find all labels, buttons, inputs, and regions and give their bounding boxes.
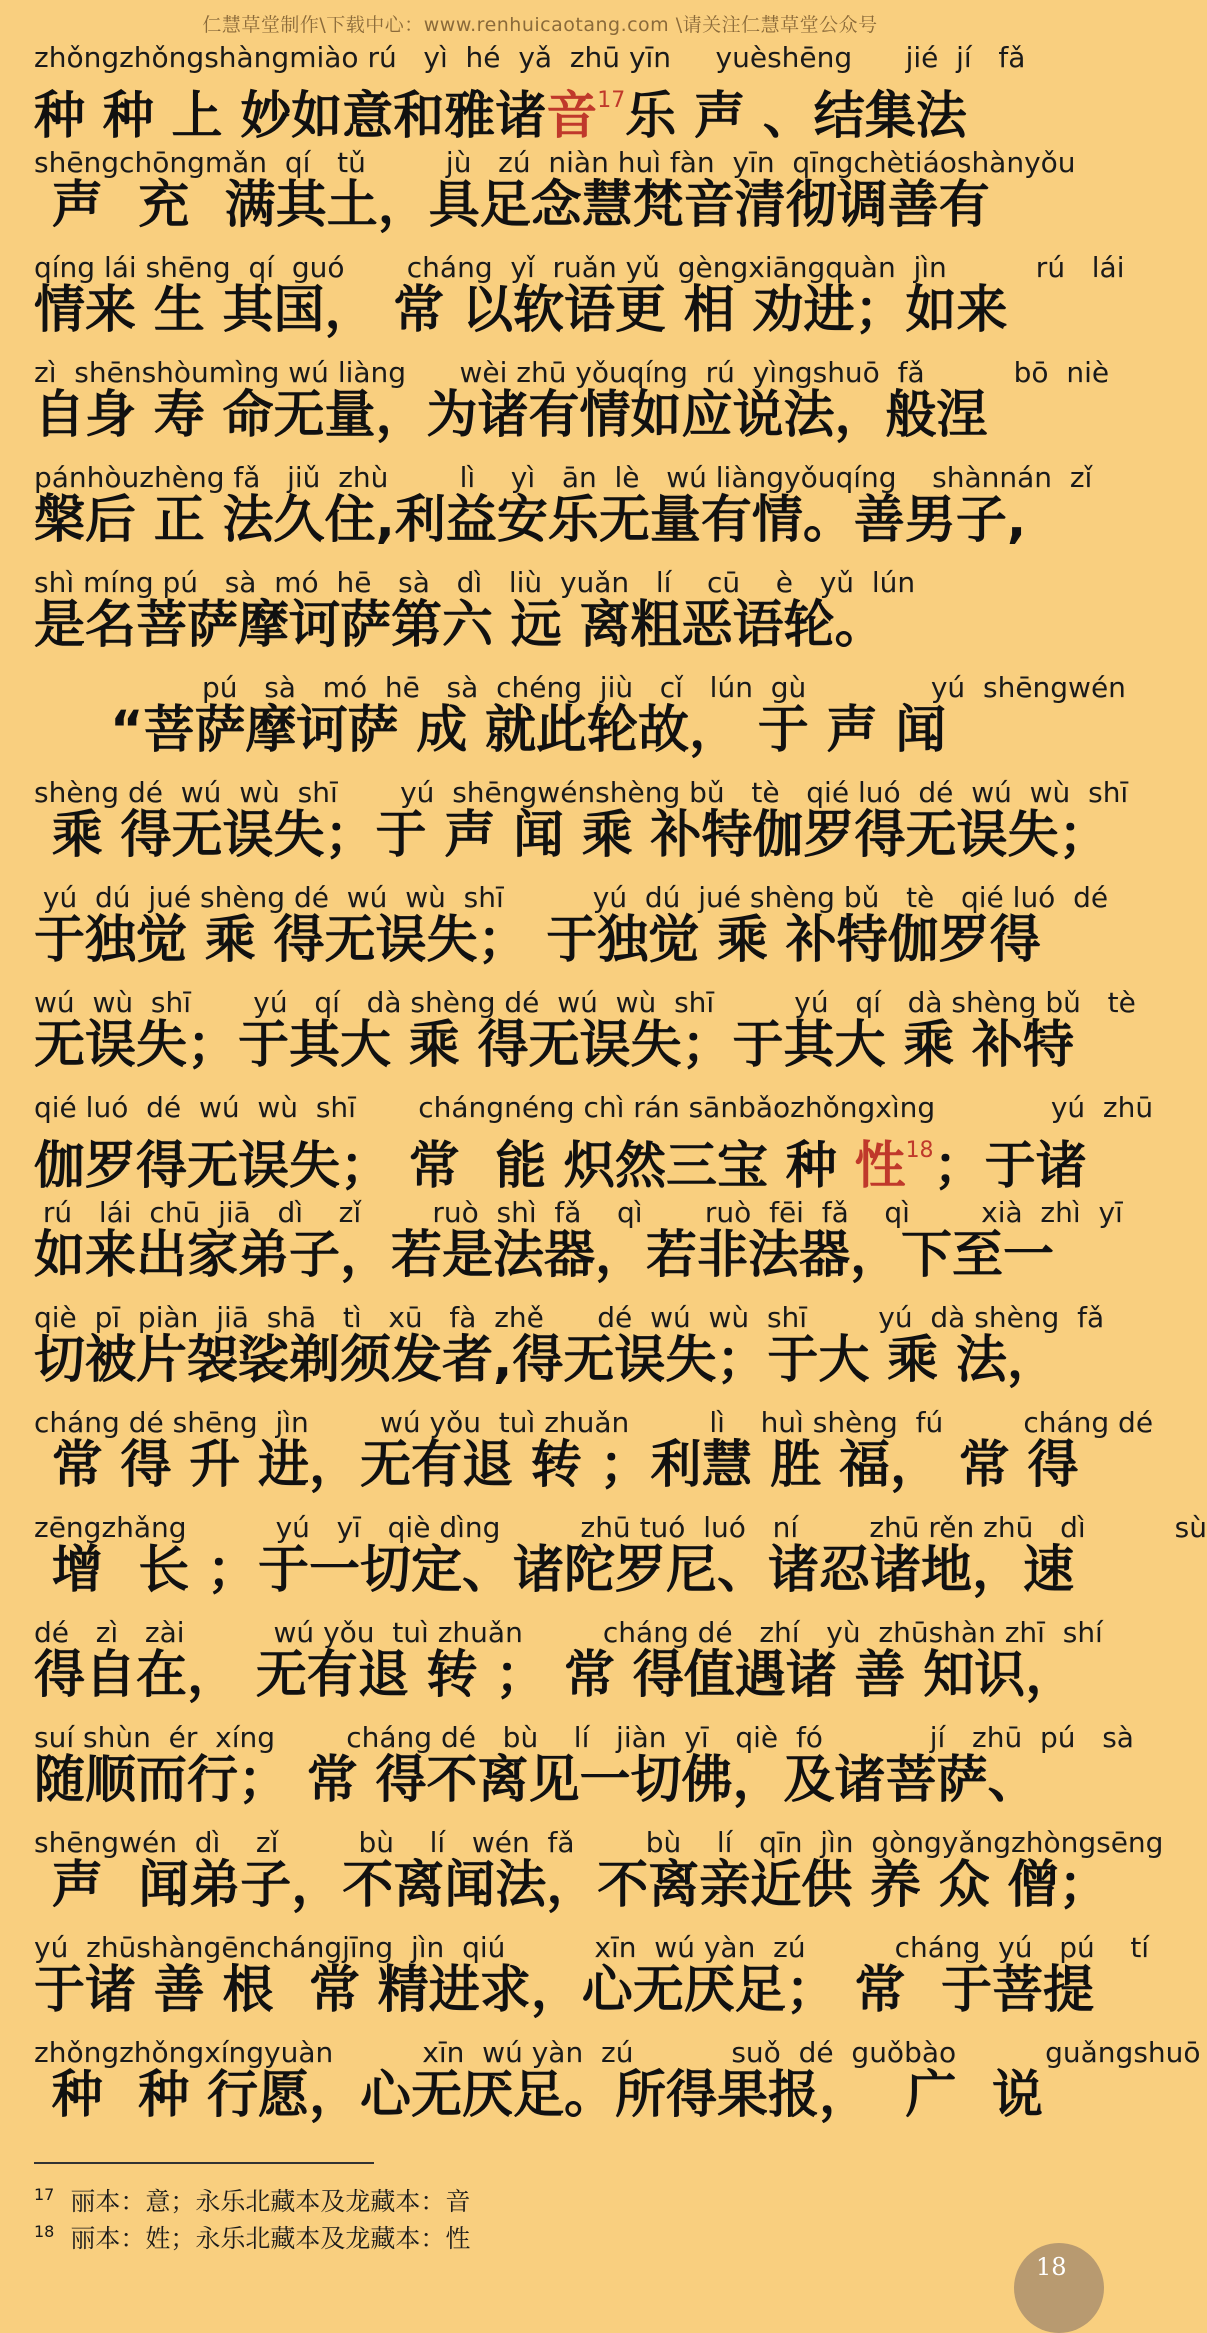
footnote-divider <box>34 2162 374 2164</box>
hanzi-line: 增 长 ；于一切定、诸陀罗尼、诸忍诸地，速 <box>34 1541 1075 1600</box>
hanzi-text: 乐 声 、结集法 <box>625 87 967 146</box>
text-line-20 <box>0 2035 1201 2140</box>
hanzi-line: 自身 寿 命无量，为诸有情如应说法，般涅 <box>34 386 988 445</box>
text-line-3 <box>0 250 1125 355</box>
hanzi-text: 伽罗得无误失； 常 能 炽然三宝 种 <box>34 1137 855 1196</box>
variant-character: 音 <box>546 87 598 146</box>
text-line-18 <box>0 1825 1164 1930</box>
hanzi-line: 情来 生 其国， 常 以软语更 相 劝进；如来 <box>34 281 1008 340</box>
footnote-text: 丽本：意；永乐北藏本及龙藏本：音 <box>70 2187 471 2216</box>
text-line-14 <box>0 1405 1154 1510</box>
hanzi-line: 乘 得无误失；于 声 闻 乘 补特伽罗得无误失； <box>34 806 1110 865</box>
pinyin-line: zhǒngzhǒngshàngmiào rú yì hé yǎ zhū yīn yuèshēng jié jí fǎ <box>34 41 1026 74</box>
hanzi-line: 切被片袈裟剃须发者,得无误失；于大 乘 法， <box>34 1331 1058 1390</box>
pinyin-line: pú sà mó hē sà chéng jiù cǐ lún gù yú shēngwén <box>202 671 1126 704</box>
text-line-6 <box>0 565 1080 670</box>
footnote-marker[interactable]: 17 <box>597 88 626 113</box>
hanzi-line: 声 闻弟子，不离闻法，不离亲近供 养 众 僧； <box>34 1856 1110 1915</box>
page-number-badge <box>1014 2243 1104 2333</box>
hanzi-line: 于独觉 乘 得无误失； 于独觉 乘 补特伽罗得 <box>34 911 1041 970</box>
pinyin-line: yú zhūshàngēnchángjīng jìn qiú xīn wú yàn zú cháng yú pú tí <box>34 1931 1150 1964</box>
text-line-5 <box>0 460 1093 565</box>
hanzi-line: 得自在， 无有退 转 ； 常 得值遇诸 善 知识， <box>34 1646 1077 1705</box>
text-line-8 <box>0 775 1129 880</box>
hanzi-line <box>34 1120 1087 1196</box>
text-line-4 <box>0 355 1110 460</box>
pinyin-line: shēngwén dì zǐ bù lí wén fǎ bù lí qīn jìn gòngyǎngzhòngsēng <box>34 1826 1164 1859</box>
text-line-7 <box>0 670 1126 775</box>
hanzi-line: 于诸 善 根 常 精进求，心无厌足； 常 于菩提 <box>34 1961 1095 2020</box>
hanzi-line <box>34 70 1058 146</box>
pinyin-line: qié luó dé wú wù shī chángnéng chì rán sānbǎozhǒngxìng yú zhū <box>34 1091 1154 1124</box>
text-line-9 <box>0 880 1109 985</box>
pinyin-line: yú dú jué shèng dé wú wù shī yú dú jué shèng bǔ tè qié luó dé <box>34 881 1109 914</box>
hanzi-line: “菩萨摩诃萨 成 就此轮故， 于 声 闻 <box>110 701 947 760</box>
pinyin-line: zēngzhǎng yú yī qiè dìng zhū tuó luó ní zhū rěn zhū dì sù <box>34 1511 1207 1544</box>
pinyin-line: shì míng pú sà mó hē sà dì liù yuǎn lí cū è yǔ lún <box>34 566 916 599</box>
text-line-1 <box>0 40 1080 145</box>
footnotes <box>34 2176 471 2253</box>
pinyin-line: wú wù shī yú qí dà shèng dé wú wù shī yú qí dà shèng bǔ tè <box>34 986 1136 1019</box>
text-line-2 <box>0 145 1080 250</box>
footnote-marker[interactable]: 18 <box>905 1138 934 1163</box>
footnote-text: 丽本：姓；永乐北藏本及龙藏本：性 <box>70 2224 471 2253</box>
pinyin-line: cháng dé shēng jìn wú yǒu tuì zhuǎn lì huì shèng fú cháng dé <box>34 1406 1154 1439</box>
pinyin-line: suí shùn ér xíng cháng dé bù lí jiàn yī qiè fó jí zhū pú sà <box>34 1721 1134 1754</box>
text-line-17 <box>0 1720 1134 1825</box>
page-number: 18 <box>1036 2253 1067 2281</box>
text-line-15 <box>0 1510 1207 1615</box>
footnote-item <box>34 2176 471 2216</box>
pinyin-line: shēngchōngmǎn qí tǔ jù zú niàn huì fàn yīn qīngchètiáoshànyǒu <box>34 146 1076 179</box>
text-line-19 <box>0 1930 1150 2035</box>
text-line-11 <box>0 1090 1154 1196</box>
hanzi-line: 常 得 升 进，无有退 转 ；利慧 胜 福， 常 得 <box>34 1436 1079 1495</box>
text-line-13 <box>0 1300 1105 1405</box>
sutra-text-body <box>0 40 1207 2140</box>
hanzi-line: 种 种 行愿，心无厌足。所得果报， 广 说 <box>34 2066 1044 2125</box>
hanzi-line: 是名菩萨摩诃萨第六 远 离粗恶语轮。 <box>34 596 886 655</box>
hanzi-line: 声 充 满其土，具足念慧梵音清彻调善有 <box>34 176 990 235</box>
pinyin-line: qiè pī piàn jiā shā tì xū fà zhě dé wú wù shī yú dà shèng fǎ <box>34 1301 1105 1334</box>
text-line-10 <box>0 985 1136 1090</box>
pinyin-line: qíng lái shēng qí guó cháng yǐ ruǎn yǔ gèngxiāngquàn jìn rú lái <box>34 251 1125 284</box>
pinyin-line: shèng dé wú wù shī yú shēngwénshèng bǔ tè qié luó dé wú wù shī <box>34 776 1129 809</box>
pinyin-line: zì shēnshòumìng wú liàng wèi zhū yǒuqíng rú yìngshuō fǎ bō niè <box>34 356 1110 389</box>
pinyin-line: rú lái chū jiā dì zǐ ruò shì fǎ qì ruò fēi fǎ qì xià zhì yī <box>34 1196 1123 1229</box>
hanzi-line: 槃后 正 法久住,利益安乐无量有情。善男子, <box>34 491 1027 550</box>
hanzi-text: 种 种 上 妙如意和雅诸 <box>34 87 547 146</box>
hanzi-line: 如来出家弟子，若是法器，若非法器，下至一 <box>34 1226 1055 1285</box>
hanzi-line: 无误失；于其大 乘 得无误失；于其大 乘 补特 <box>34 1016 1075 1075</box>
variant-character: 性 <box>854 1137 906 1196</box>
pinyin-line: pánhòuzhèng fǎ jiǔ zhù lì yì ān lè wú liàngyǒuqíng shànnán zǐ <box>34 461 1093 494</box>
hanzi-line: 随顺而行； 常 得不离见一切佛，及诸菩萨、 <box>34 1751 1039 1810</box>
page-header: 仁慧草堂制作\下载中心：www.renhuicaotang.com \请关注仁慧草堂公众号 <box>202 14 878 36</box>
text-line-12 <box>0 1195 1123 1300</box>
pinyin-line: zhǒngzhǒngxíngyuàn xīn wú yàn zú suǒ dé guǒbào guǎngshuō <box>34 2036 1201 2069</box>
pinyin-line: dé zì zài wú yǒu tuì zhuǎn cháng dé zhí yù zhūshàn zhī shí <box>34 1616 1103 1649</box>
footnote-number: 17 <box>34 2185 55 2204</box>
footnote-number: 18 <box>34 2222 55 2241</box>
text-line-16 <box>0 1615 1103 1720</box>
hanzi-text: ；于诸 <box>933 1137 1087 1196</box>
footnote-item <box>34 2213 471 2253</box>
